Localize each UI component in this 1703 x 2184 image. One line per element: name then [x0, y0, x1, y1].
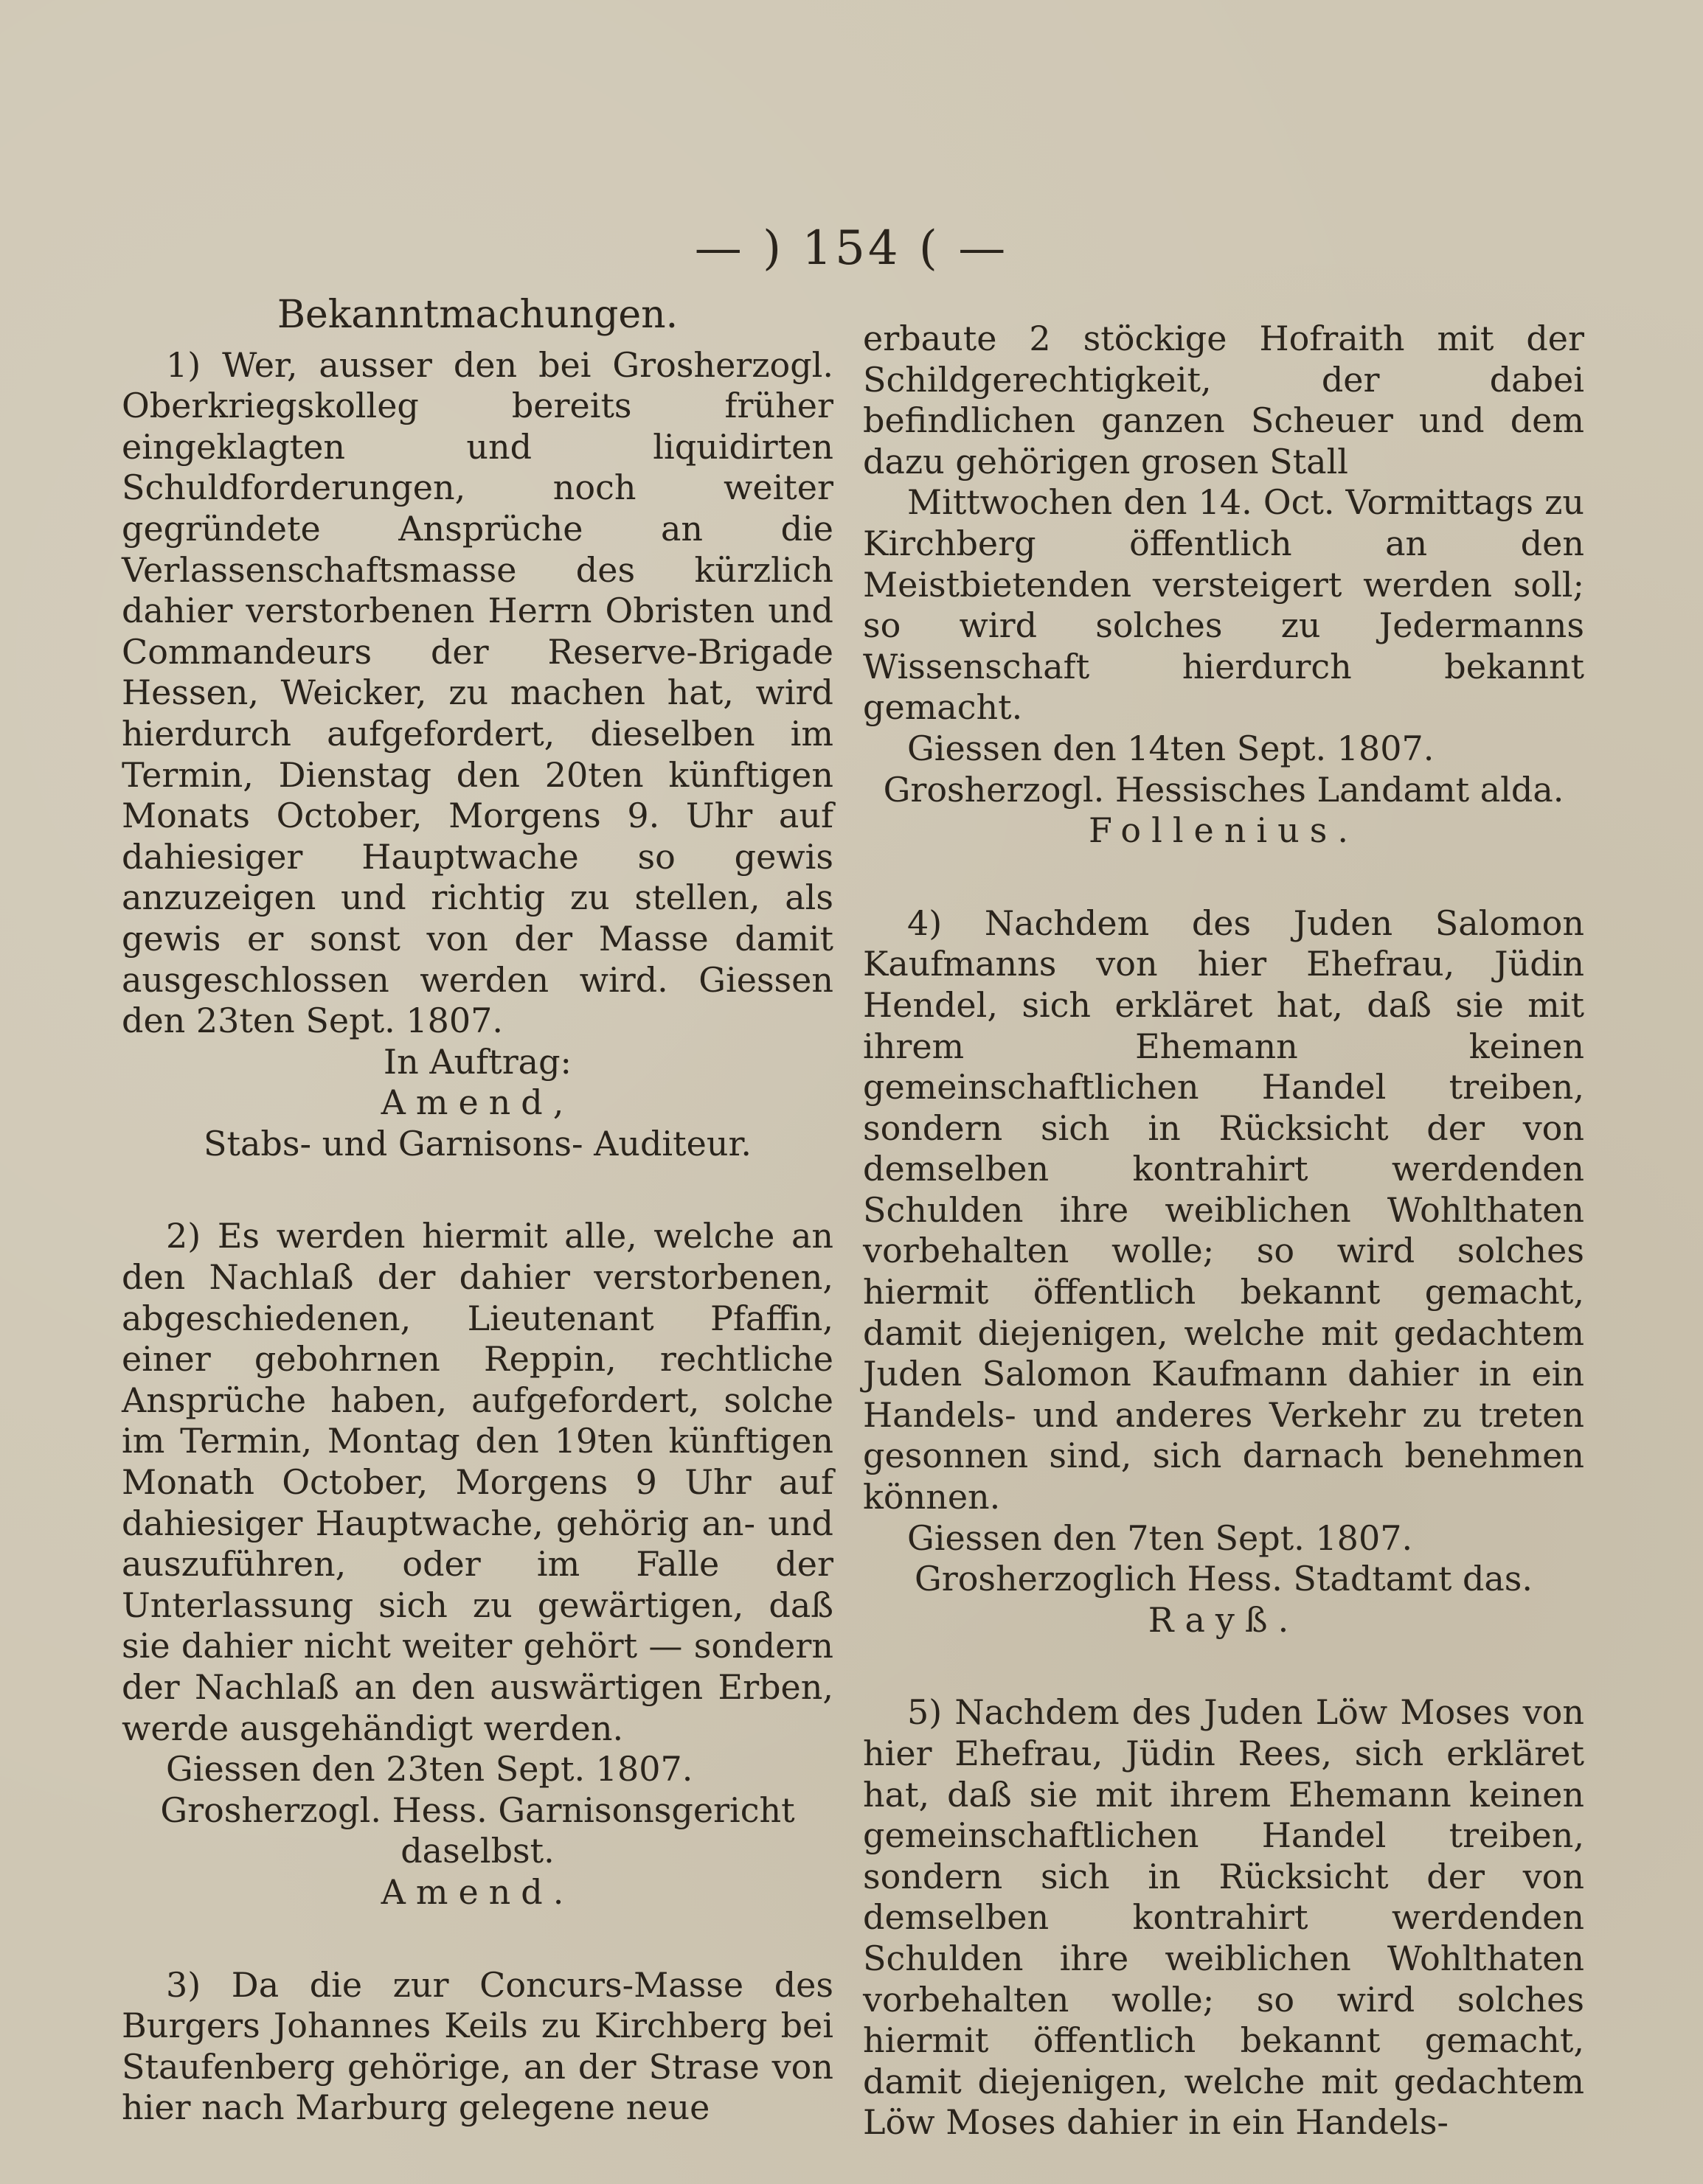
notice-5-text: 5) Nachdem des Juden Löw Moses von hier Ehefrau, Jüdin Rees, sich erkläret hat, daß sie mit ihrem Ehemann keinen gemeinschaftlichen Handel treiben, sondern sich in Rücksicht der von demselben kontrahirt werdenden Schulden ihre weiblichen Wohlthaten vorbehalten wolle; so wird solches hiermit öffentlich bekannt gemacht, damit diejenigen, welche mit gedachtem Löw Moses dahier in ein Handels-: [863, 1692, 1584, 2143]
notice-2-court: Grosherzogl. Hess. Garnisonsgericht daselbst.: [160, 1790, 795, 1871]
notice-4-text: 4) Nachdem des Juden Salomon Kaufmanns von hier Ehefrau, Jüdin Hendel, sich erkläret hat, daß sie mit ihrem Ehemann keinen gemeinschaftlichen Handel treiben, sondern sich in Rücksicht der von demselben kontrahirt werdenden Schulden ihre weiblichen Wohlthaten vorbehalten wolle; so wird solches hiermit öffentlich bekannt gemacht, damit diejenigen, welche mit gedachtem Juden Salomon Kaufmann dahier in ein Handels- und anderes Verkehr zu treten gesonnen sind, sich darnach benehmen können.: [863, 903, 1584, 1517]
notice-2-text: 2) Es werden hiermit alle, welche an den Nachlaß der dahier verstorbenen, abgeschiedenen, Lieutenant Pfaffin, einer gebohrnen Reppin, rechtliche Ansprüche haben, aufgefordert, solche im Termin, Montag den 19ten künftigen Monath October, Morgens 9 Uhr auf dahiesiger Hauptwache, gehörig an- und auszuführen, oder im Falle der Unterlassung sich zu gewärtigen, daß sie dahier nicht weiter gehört — sondern der Nachlaß an den auswärtigen Erben, werde ausgehändigt werden.: [122, 1216, 833, 1748]
section-heading: Bekanntmachungen.: [277, 293, 679, 337]
notice-3-date: Giessen den 14ten Sept. 1807.: [907, 728, 1435, 768]
notice-3-text: 3) Da die zur Concurs-Masse des Burgers Johannes Keils zu Kirchberg bei Staufenberg gehörige, an der Strase von hier nach Marburg gelegene neue: [122, 1964, 833, 2128]
notice-4-signature: Rayß.: [1148, 1599, 1300, 1640]
notice-1-signature: Amend,: [381, 1082, 575, 1123]
notice-3-auction: Mittwochen den 14. Oct. Vormittags zu Kirchberg öffentlich an den Meistbietenden versteigert werden soll; so wird solches zu Jedermanns Wissenschaft hierdurch bekannt gemacht.: [863, 482, 1584, 728]
notice-4-date: Giessen den 7ten Sept. 1807.: [907, 1517, 1413, 1558]
notice-3-office: Grosherzogl. Hessisches Landamt alda.: [883, 769, 1564, 810]
notice-1-text: 1) Wer, ausser den bei Grosherzogl. Oberkriegskolleg bereits früher eingeklagten und liquidirten Schuldforderungen, noch weiter gegründete Ansprüche an die Verlassenschaftsmasse des kürzlich dahier verstorbenen Herrn Obristen und Commandeurs der Reserve-Brigade Hessen, Weicker, zu machen hat, wird hierdurch aufgefordert, dieselben im Termin, Dienstag den 20ten künftigen Monats October, Morgens 9. Uhr auf dahiesiger Hauptwache so gewis anzuzeigen und richtig zu stellen, als gewis er sonst von der Masse damit ausgeschlossen werden wird. Giessen den 23ten Sept. 1807.: [122, 344, 833, 1041]
notice-1-title: Stabs- und Garnisons- Auditeur.: [203, 1123, 752, 1164]
notice-3-continuation: erbaute 2 stöckige Hofraith mit der Schildgerechtigkeit, der dabei befindlichen ganzen Scheuer und dem dazu gehörigen grosen Stall: [863, 319, 1584, 481]
left-column: [122, 295, 833, 2129]
notice-2-signature: Amend.: [381, 1871, 575, 1912]
right-column: [863, 319, 1584, 2143]
notice-3-signature: Follenius.: [1089, 810, 1359, 851]
notice-2-date: Giessen den 23ten Sept. 1807.: [166, 1749, 693, 1790]
page-number: — ) 154 ( —: [694, 221, 1009, 276]
notice-1-commission: In Auftrag:: [383, 1041, 572, 1082]
notice-4-office: Grosherzoglich Hess. Stadtamt das.: [914, 1559, 1533, 1599]
